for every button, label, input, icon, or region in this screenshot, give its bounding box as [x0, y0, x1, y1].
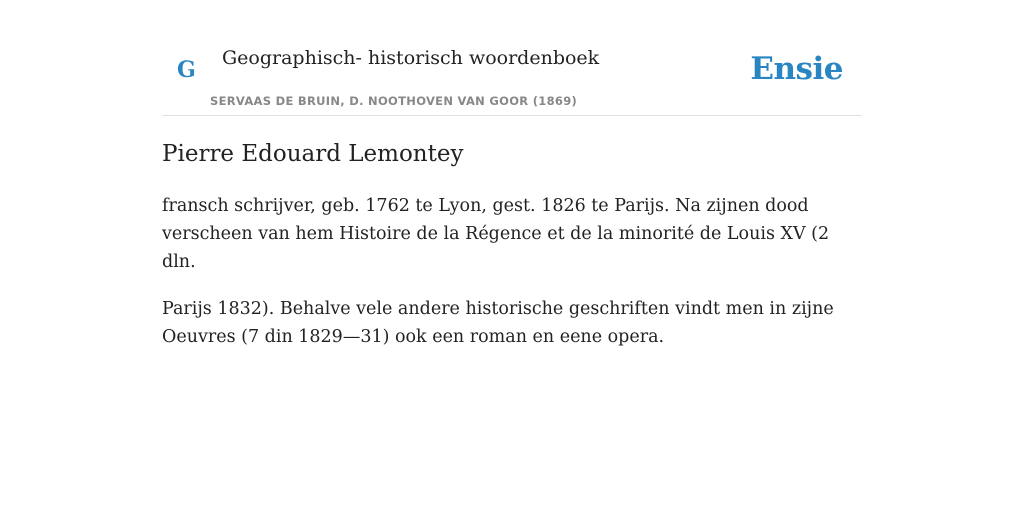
entry-title: Pierre Edouard Lemontey [162, 141, 464, 167]
book-letter-icon[interactable]: G [177, 57, 196, 83]
entry-body [162, 192, 862, 370]
entry-paragraph: Parijs 1832). Behalve vele andere historische geschriften vindt men in zijne Oeuvres (7 din 1829—31) ook een roman en eene opera. [162, 299, 834, 347]
entry-paragraph: fransch schrijver, geb. 1762 te Lyon, gest. 1826 te Parijs. Na zijnen dood verscheen van hem Histoire de la Régence et de la minorité de Louis XV (2 dln. [162, 196, 830, 272]
book-title-link[interactable]: Geographisch- historisch woordenboek [222, 47, 600, 69]
ensie-logo[interactable]: Ensie [750, 51, 843, 87]
book-authors: SERVAAS DE BRUIN, D. NOOTHOVEN VAN GOOR (1869) [210, 94, 578, 108]
page [162, 0, 862, 347]
header [162, 0, 862, 116]
